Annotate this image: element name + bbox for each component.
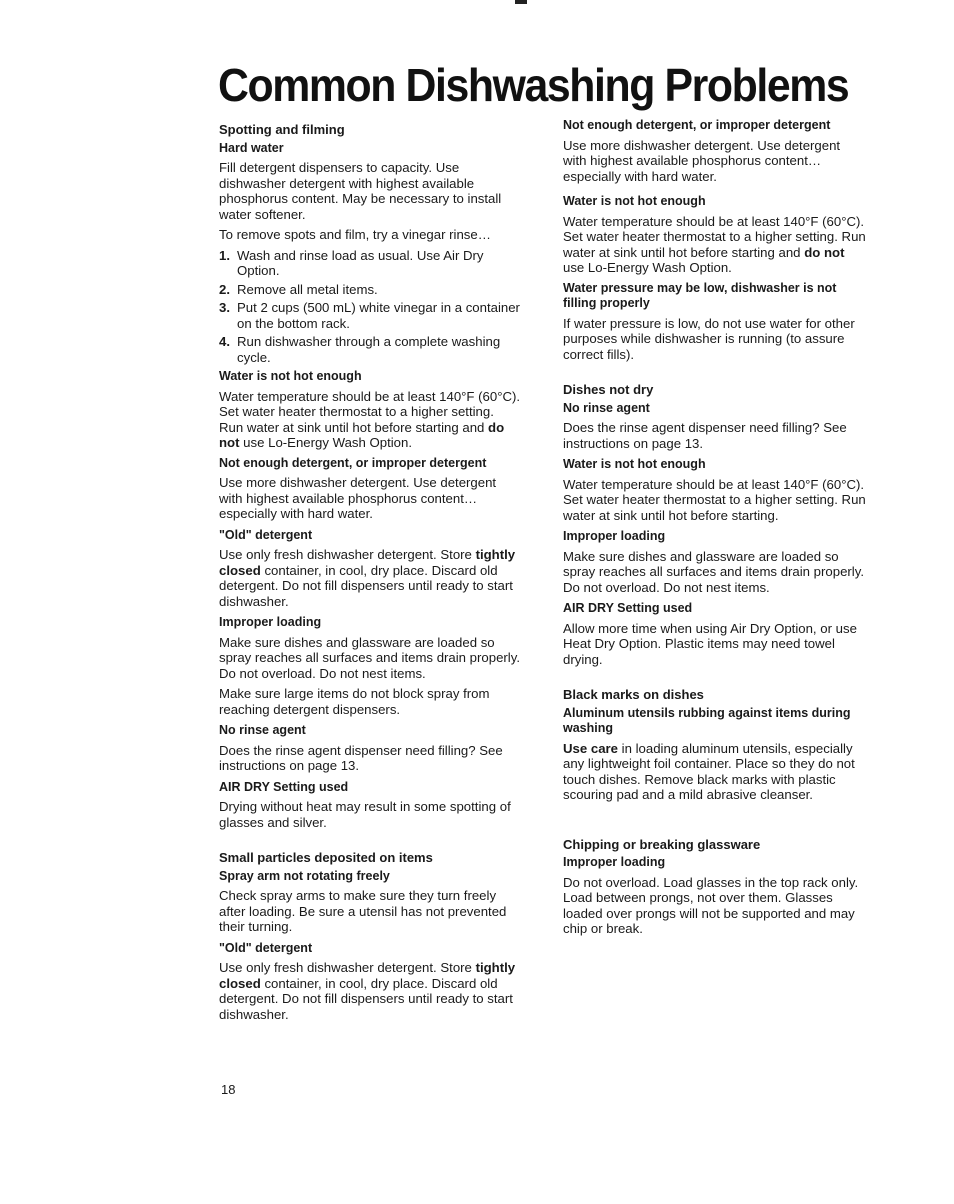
list-item [219, 300, 521, 331]
paragraph-old-detergent [219, 960, 521, 1022]
step-number: 1. [219, 247, 230, 263]
step-text: Wash and rinse load as usual. Use Air Dry Option. [237, 247, 484, 278]
subheading-improper-loading: Improper loading [563, 529, 666, 543]
paragraph-no-rinse-agent: Does the rinse agent dispenser need filling? See instructions on page 13. [219, 742, 503, 773]
paragraph-air-dry: Allow more time when using Air Dry Option, or use Heat Dry Option. Plastic items may need towel drying. [563, 620, 857, 667]
subheading-no-rinse-agent: No rinse agent [563, 400, 650, 415]
page-top-mark [515, 0, 527, 4]
paragraph-improper-loading: Make sure dishes and glassware are loaded so spray reaches all surfaces and items drain properly. Do not overload. Do not nest items. [563, 548, 865, 595]
subheading-improper-loading: Improper loading [219, 615, 322, 629]
paragraph-spray-arm: Check spray arms to make sure they turn freely after loading. Be sure a utensil has not prevented their turning. [219, 888, 507, 934]
subheading-air-dry: AIR DRY Setting used [219, 779, 349, 794]
list-item [219, 248, 521, 279]
paragraph-improper-loading: Do not overload. Load glasses in the top rack only. Load between prongs, not over them. Glasses loaded over prongs will not be supported and may chip or break. [563, 874, 859, 936]
subheading-not-enough-detergent: Not enough detergent, or improper detergent [563, 118, 831, 132]
section-heading-black-marks: Black marks on dishes [563, 687, 704, 702]
text-segment: use Lo-Energy Wash Option. [563, 260, 732, 275]
text-segment: container, in cool, dry place. Discard old detergent. Do not fill dispensers until ready to start dishwasher. [219, 562, 513, 609]
emphasis-text: do not [219, 419, 505, 450]
paragraph-air-dry: Drying without heat may result in some spotting of glasses and silver. [219, 799, 511, 830]
paragraph-not-enough-detergent: Use more dishwasher detergent. Use detergent with highest available phosphorus content… especially with hard water. [563, 137, 841, 184]
paragraph-no-rinse-agent: Does the rinse agent dispenser need filling? See instructions on page 13. [563, 420, 847, 451]
subheading-improper-loading: Improper loading [563, 855, 666, 869]
text-segment: container, in cool, dry place. Discard old detergent. Do not fill dispensers until ready to start dishwasher. [219, 975, 513, 1022]
paragraph-water-not-hot [563, 214, 867, 276]
step-text: Put 2 cups (500 mL) white vinegar in a container on the bottom rack. [237, 300, 520, 331]
list-item [219, 282, 521, 298]
paragraph-not-enough-detergent: Use more dishwasher detergent. Use detergent with highest available phosphorus content… especially with hard water. [219, 475, 497, 521]
text-segment: Water temperature should be at least 140°F (60°C). Set water heater thermostat to a higher setting. Run water at sink until hot before starting and [563, 213, 866, 260]
step-text: Remove all metal items. [237, 281, 378, 297]
emphasis-text: do not [804, 244, 845, 260]
paragraph-water-not-hot: Water temperature should be at least 140°F (60°C). Set water heater thermostat to a higher setting. Run water at sink until hot before starting. [563, 476, 866, 523]
subheading-water-not-hot: Water is not hot enough [563, 457, 706, 471]
section-heading-chipping: Chipping or breaking glassware [563, 836, 761, 852]
text-segment: Use only fresh dishwasher detergent. Store [219, 960, 476, 975]
subheading-water-pressure: Water pressure may be low, dishwasher is not filling properly [563, 280, 837, 310]
text-segment: use Lo-Energy Wash Option. [239, 435, 413, 450]
subheading-old-detergent: "Old" detergent [219, 940, 313, 955]
step-number: 2. [219, 281, 230, 297]
subheading-air-dry: AIR DRY Setting used [563, 601, 693, 615]
page-title: Common Dishwashing Problems [218, 59, 849, 111]
subheading-not-enough-detergent: Not enough detergent, or improper detergent [219, 455, 487, 470]
vinegar-steps-list [219, 248, 521, 366]
subheading-spray-arm: Spray arm not rotating freely [219, 868, 390, 883]
emphasis-text: tightly closed [219, 960, 516, 991]
subheading-hard-water: Hard water [219, 140, 284, 155]
paragraph-aluminum-utensils [563, 741, 867, 803]
paragraph-old-detergent [219, 547, 521, 609]
paragraph-water-not-hot [219, 389, 521, 451]
subheading-water-not-hot: Water is not hot enough [563, 194, 706, 208]
subheading-water-not-hot: Water is not hot enough [219, 369, 362, 383]
subheading-no-rinse-agent: No rinse agent [219, 723, 306, 737]
step-number: 3. [219, 300, 230, 315]
left-column [219, 122, 521, 1027]
emphasis-text: tightly closed [219, 547, 516, 578]
subheading-aluminum-utensils: Aluminum utensils rubbing against items during washing [563, 705, 851, 735]
step-text: Run dishwasher through a complete washing cycle. [237, 334, 501, 365]
text-segment: in loading aluminum utensils, especially any lightweight foil container. Place so they do not touch dishes. Remove black marks with plastic scouring pad and a mild abrasive cleanser. [563, 740, 855, 802]
text-segment: Use only fresh dishwasher detergent. Store [219, 547, 476, 562]
paragraph-hard-water: Fill detergent dispensers to capacity. Use dishwasher detergent with highest available phosphorus content. May be necessary to install water softener. [219, 160, 502, 222]
paragraph-vinegar-rinse: To remove spots and film, try a vinegar rinse… [219, 227, 491, 242]
subheading-old-detergent: "Old" detergent [219, 527, 313, 542]
right-column [563, 118, 867, 942]
list-item [219, 334, 521, 365]
section-heading-particles: Small particles deposited on items [219, 850, 433, 865]
section-heading-spotting: Spotting and filming [219, 122, 345, 137]
paragraph-large-items: Make sure large items do not block spray from reaching detergent dispensers. [219, 686, 490, 717]
step-number: 4. [219, 334, 230, 349]
section-heading-dishes-not-dry: Dishes not dry [563, 382, 654, 397]
paragraph-water-pressure: If water pressure is low, do not use water for other purposes while dishwasher is running (to assure correct fills). [563, 315, 855, 362]
text-segment: Water temperature should be at least 140°F (60°C). Set water heater thermostat to a higher setting. Run water at sink until hot before starting and [219, 388, 521, 435]
emphasis-text: Use care [563, 740, 618, 756]
page-number: 18 [221, 1082, 236, 1097]
paragraph-improper-loading: Make sure dishes and glassware are loaded so spray reaches all surfaces and items drain properly. Do not overload. Do not nest items. [219, 634, 521, 681]
